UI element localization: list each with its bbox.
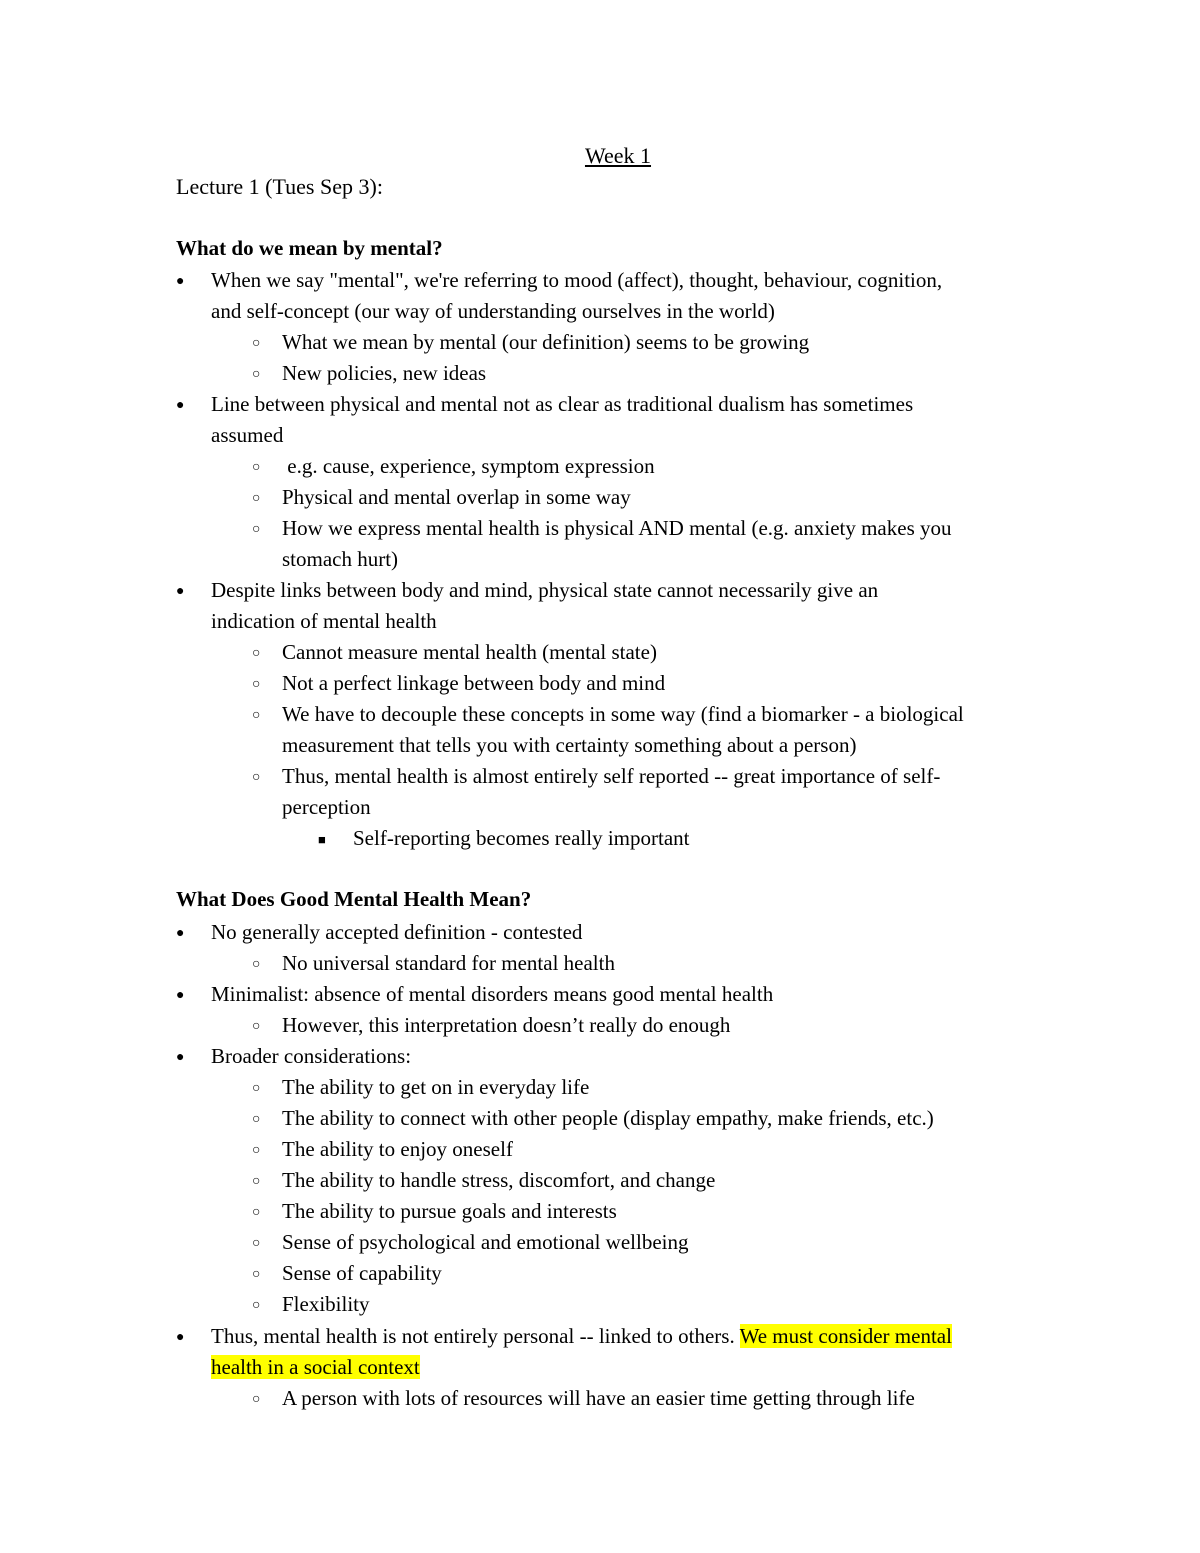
page-title: Week 1 (584, 143, 652, 168)
sub-bullet-marker: ○ (252, 1112, 261, 1127)
list-item-continuation (211, 1352, 420, 1383)
highlighted-text: health in a social context (211, 1355, 420, 1379)
bullet-marker: ● (176, 1050, 185, 1065)
list-item: No generally accepted definition - contested (211, 920, 583, 944)
sub-bullet-marker: ○ (252, 1019, 261, 1034)
sub-list-item: The ability to pursue goals and interests (282, 1199, 617, 1223)
sub-bullet-marker: ○ (252, 336, 261, 351)
bullet-marker: ● (176, 584, 185, 599)
list-item-continuation: indication of mental health (211, 609, 437, 633)
sub-list-item: What we mean by mental (our definition) seems to be growing (282, 330, 810, 354)
sub-list-item: Cannot measure mental health (mental state) (282, 640, 657, 664)
sub-list-item: The ability to enjoy oneself (282, 1137, 513, 1161)
sub-list-item: Flexibility (282, 1292, 370, 1316)
sub-bullet-marker: ○ (252, 1143, 261, 1158)
sub-list-item-continuation: measurement that tells you with certainty something about a person) (282, 733, 857, 757)
sub-list-item: We have to decouple these concepts in some way (find a biomarker - a biological (282, 702, 964, 726)
list-item: Broader considerations: (211, 1044, 412, 1068)
lecture-subtitle: Lecture 1 (Tues Sep 3): (176, 174, 383, 199)
sub-bullet-marker: ○ (252, 1298, 261, 1313)
sub-bullet-marker: ○ (252, 522, 261, 537)
list-item (211, 1321, 952, 1352)
highlighted-text: We must consider mental (739, 1324, 952, 1348)
tertiary-list-item: Self-reporting becomes really important (353, 826, 690, 850)
sub-bullet-marker: ○ (252, 1267, 261, 1282)
sub-bullet-marker: ○ (252, 1081, 261, 1096)
bullet-marker: ● (176, 1330, 185, 1345)
sub-list-item: No universal standard for mental health (282, 951, 615, 975)
sub-bullet-marker: ○ (252, 646, 261, 661)
sub-list-item: e.g. cause, experience, symptom expression (282, 454, 655, 478)
bullet-marker: ● (176, 398, 185, 413)
list-item-text: Thus, mental health is not entirely personal -- linked to others. (211, 1324, 740, 1348)
sub-list-item: The ability to handle stress, discomfort, and change (282, 1168, 716, 1192)
list-item-continuation: and self-concept (our way of understanding ourselves in the world) (211, 299, 775, 323)
sub-bullet-marker: ○ (252, 770, 261, 785)
sub-bullet-marker: ○ (252, 460, 261, 475)
section-heading: What Does Good Mental Health Mean? (176, 887, 532, 911)
sub-list-item: The ability to connect with other people (display empathy, make friends, etc.) (282, 1106, 934, 1130)
bullet-marker: ● (176, 274, 185, 289)
sub-list-item: The ability to get on in everyday life (282, 1075, 590, 1099)
bullet-marker: ● (176, 988, 185, 1003)
sub-list-item: Sense of psychological and emotional wellbeing (282, 1230, 689, 1254)
sub-list-item: However, this interpretation doesn’t really do enough (282, 1013, 731, 1037)
sub-list-item: A person with lots of resources will have an easier time getting through life (282, 1386, 915, 1410)
sub-list-item: Not a perfect linkage between body and mind (282, 671, 666, 695)
sub-list-item-continuation: stomach hurt) (282, 547, 399, 571)
sub-list-item: Physical and mental overlap in some way (282, 485, 631, 509)
bullet-marker: ● (176, 926, 185, 941)
sub-bullet-marker: ○ (252, 1174, 261, 1189)
sub-bullet-marker: ○ (252, 677, 261, 692)
section-heading: What do we mean by mental? (176, 236, 443, 260)
tertiary-bullet-marker: ■ (318, 832, 326, 847)
sub-bullet-marker: ○ (252, 1236, 261, 1251)
sub-bullet-marker: ○ (252, 957, 261, 972)
list-item: Line between physical and mental not as clear as traditional dualism has sometimes (211, 392, 914, 416)
sub-list-item: Sense of capability (282, 1261, 442, 1285)
sub-bullet-marker: ○ (252, 1392, 261, 1407)
sub-list-item: How we express mental health is physical AND mental (e.g. anxiety makes you (282, 516, 952, 540)
list-item: Despite links between body and mind, physical state cannot necessarily give an (211, 578, 879, 602)
sub-list-item: New policies, new ideas (282, 361, 487, 385)
sub-bullet-marker: ○ (252, 367, 261, 382)
list-item-continuation: assumed (211, 423, 284, 447)
sub-list-item: Thus, mental health is almost entirely self reported -- great importance of self- (282, 764, 941, 788)
sub-bullet-marker: ○ (252, 1205, 261, 1220)
sub-list-item-continuation: perception (282, 795, 371, 819)
list-item: When we say "mental", we're referring to mood (affect), thought, behaviour, cognition, (211, 268, 943, 292)
sub-bullet-marker: ○ (252, 708, 261, 723)
list-item: Minimalist: absence of mental disorders means good mental health (211, 982, 774, 1006)
sub-bullet-marker: ○ (252, 491, 261, 506)
